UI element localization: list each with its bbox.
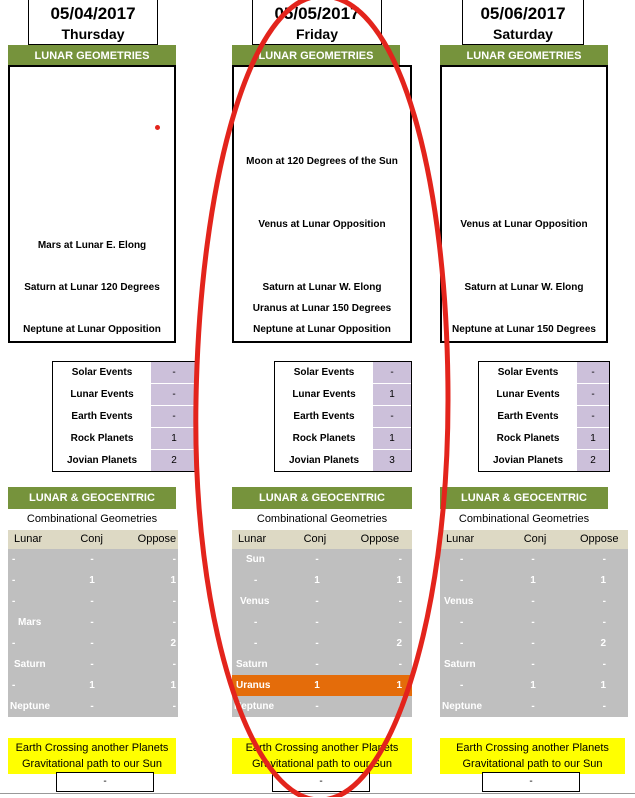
cell: - [12, 575, 16, 586]
event-row [53, 384, 197, 406]
date-header [462, 0, 584, 45]
date-label: 05/04/2017 [50, 4, 136, 23]
event-label: Earth Events [53, 406, 151, 427]
cell: - [12, 680, 16, 691]
cell: - [90, 701, 94, 712]
event-label: Solar Events [53, 362, 151, 383]
cell: - [398, 617, 402, 628]
cell: - [531, 701, 535, 712]
table-row [8, 654, 178, 675]
geometry-item: Saturn at Lunar 120 Degrees [24, 282, 160, 293]
table-row [8, 633, 178, 654]
cell: 1 [89, 575, 95, 586]
geometry-item: Saturn at Lunar W. Elong [464, 282, 584, 293]
cell: - [90, 659, 94, 670]
table-row [8, 612, 178, 633]
table-row [232, 633, 412, 654]
cell: 2 [396, 638, 402, 649]
cell: - [531, 638, 535, 649]
event-value: - [577, 362, 609, 383]
event-row [479, 384, 609, 406]
cell: Neptune [234, 701, 274, 712]
event-label: Earth Events [275, 406, 373, 427]
earth-crossing-value: - [272, 772, 370, 792]
event-value: - [151, 362, 197, 383]
cell: 1 [396, 575, 402, 586]
combinational-table [440, 530, 628, 717]
date-label: 05/05/2017 [274, 4, 360, 23]
cell: 1 [170, 575, 176, 586]
table-header-row [8, 530, 178, 549]
event-value: 1 [151, 428, 197, 449]
event-row [53, 406, 197, 428]
cell: - [172, 596, 176, 607]
cell: - [460, 575, 464, 586]
table-row [232, 696, 412, 717]
event-row [275, 406, 411, 428]
table-row [440, 591, 628, 612]
cell: - [460, 617, 464, 628]
red-dot-marker [155, 125, 160, 130]
cell: - [172, 701, 176, 712]
geometry-item: Neptune at Lunar Opposition [23, 324, 161, 335]
event-value: - [577, 406, 609, 427]
combinational-subheader: Combinational Geometries [26, 513, 158, 525]
cell: - [398, 554, 402, 565]
event-label: Jovian Planets [53, 450, 151, 471]
col-header-oppose: Oppose [360, 533, 400, 545]
cell: Saturn [236, 659, 268, 670]
event-label: Earth Events [479, 406, 577, 427]
cell: 2 [170, 638, 176, 649]
cell: - [315, 596, 319, 607]
event-row [275, 428, 411, 450]
combinational-subheader: Combinational Geometries [458, 513, 590, 525]
table-row [440, 549, 628, 570]
cell: - [460, 638, 464, 649]
cell: 1 [600, 680, 606, 691]
events-summary-table [52, 361, 198, 472]
combinational-table [232, 530, 412, 717]
event-row [53, 428, 197, 450]
event-label: Lunar Events [53, 384, 151, 405]
event-value: 2 [151, 450, 197, 471]
weekday-label: Saturday [493, 26, 553, 42]
cell: - [315, 659, 319, 670]
event-label: Solar Events [479, 362, 577, 383]
lunar-geometries-header: LUNAR GEOMETRIES [8, 45, 176, 67]
cell: - [12, 596, 16, 607]
cell: 1 [600, 575, 606, 586]
event-value: - [577, 384, 609, 405]
event-value: 1 [373, 428, 411, 449]
cell: 1 [314, 575, 320, 586]
earth-crossing-band [8, 738, 176, 774]
combinational-table [8, 530, 178, 717]
cell: - [460, 554, 464, 565]
cell: 1 [396, 680, 402, 691]
weekday-label: Friday [295, 26, 338, 42]
event-value: - [373, 406, 411, 427]
event-row [275, 450, 411, 471]
cell: 1 [89, 680, 95, 691]
col-header-oppose: Oppose [137, 533, 177, 545]
cell: 1 [530, 575, 536, 586]
cell: - [531, 617, 535, 628]
cell: - [254, 638, 258, 649]
event-row [479, 362, 609, 384]
geometry-item: Venus at Lunar Opposition [258, 219, 386, 230]
cell: - [172, 617, 176, 628]
event-value: - [151, 406, 197, 427]
cell: Sun [246, 554, 265, 565]
cell: - [12, 554, 16, 565]
cell: - [398, 596, 402, 607]
cell: Neptune [10, 701, 50, 712]
weekday-label: Thursday [61, 26, 125, 42]
col-header-conj: Conj [523, 533, 547, 545]
table-row [440, 633, 628, 654]
table-row [8, 696, 178, 717]
cell: - [90, 554, 94, 565]
geometry-item: Saturn at Lunar W. Elong [262, 282, 382, 293]
lunar-geocentric-header: LUNAR & GEOCENTRIC [8, 487, 176, 509]
event-row [479, 428, 609, 450]
cell: Venus [240, 596, 270, 607]
geometry-item: Mars at Lunar E. Elong [37, 240, 147, 251]
cell: - [12, 638, 16, 649]
earth-crossing-line2: Gravitational path to our Sun [251, 758, 393, 770]
table-row-highlighted [232, 675, 412, 696]
date-header [28, 0, 158, 45]
cell: - [602, 596, 606, 607]
event-label: Rock Planets [275, 428, 373, 449]
earth-crossing-line2: Gravitational path to our Sun [462, 758, 603, 770]
cell: - [172, 554, 176, 565]
table-header-row [232, 530, 412, 549]
table-row [232, 612, 412, 633]
lunar-geometries-box [8, 65, 176, 343]
event-row [275, 362, 411, 384]
earth-crossing-line1: Earth Crossing another Planets [456, 742, 609, 754]
cell: - [90, 638, 94, 649]
table-row [232, 570, 412, 591]
cell: 1 [530, 680, 536, 691]
lunar-geocentric-header: LUNAR & GEOCENTRIC [232, 487, 412, 509]
event-label: Rock Planets [53, 428, 151, 449]
cell: - [531, 659, 535, 670]
cell: 1 [314, 680, 320, 691]
table-row [232, 591, 412, 612]
cell: - [602, 554, 606, 565]
lunar-geometries-header: LUNAR GEOMETRIES [232, 45, 400, 67]
cell: Neptune [442, 701, 482, 712]
cell: Venus [444, 596, 474, 607]
earth-crossing-band [440, 738, 625, 774]
event-label: Rock Planets [479, 428, 577, 449]
cell: Saturn [14, 659, 46, 670]
event-row [53, 450, 197, 471]
cell: - [602, 701, 606, 712]
bottom-divider [0, 793, 635, 798]
event-row [479, 450, 609, 471]
earth-crossing-line2: Gravitational path to our Sun [21, 758, 163, 770]
event-label: Solar Events [275, 362, 373, 383]
col-header-lunar: Lunar [446, 533, 475, 545]
combinational-subheader: Combinational Geometries [256, 513, 388, 525]
earth-crossing-line1: Earth Crossing another Planets [15, 742, 169, 754]
event-value: 3 [373, 450, 411, 471]
table-row [232, 549, 412, 570]
earth-crossing-line1: Earth Crossing another Planets [245, 742, 399, 754]
cell: - [531, 554, 535, 565]
col-header-conj: Conj [303, 533, 327, 545]
table-row [440, 570, 628, 591]
earth-crossing-value: - [482, 772, 580, 792]
cell: - [602, 617, 606, 628]
table-row [440, 675, 628, 696]
table-row [440, 612, 628, 633]
cell: - [398, 701, 402, 712]
cell: - [90, 596, 94, 607]
table-row [8, 591, 178, 612]
cell: - [172, 659, 176, 670]
table-header-row [440, 530, 628, 549]
event-row [53, 362, 197, 384]
table-row [8, 549, 178, 570]
cell: - [602, 659, 606, 670]
event-label: Jovian Planets [275, 450, 373, 471]
event-label: Jovian Planets [479, 450, 577, 471]
event-row [275, 384, 411, 406]
cell: - [460, 680, 464, 691]
date-header [252, 0, 382, 45]
cell: Saturn [444, 659, 476, 670]
event-label: Lunar Events [479, 384, 577, 405]
event-value: 1 [577, 428, 609, 449]
event-row [479, 406, 609, 428]
geometry-item: Neptune at Lunar Opposition [253, 324, 391, 335]
earth-crossing-band [232, 738, 412, 774]
events-summary-table [478, 361, 610, 472]
cell: Uranus [236, 680, 271, 691]
event-value: 2 [577, 450, 609, 471]
table-row [8, 675, 178, 696]
table-row [440, 654, 628, 675]
earth-crossing-value: - [56, 772, 154, 792]
event-value: - [151, 384, 197, 405]
event-value: 1 [373, 384, 411, 405]
cell: - [398, 659, 402, 670]
cell: - [315, 701, 319, 712]
table-row [232, 654, 412, 675]
geometry-item: Moon at 120 Degrees of the Sun [246, 156, 398, 167]
cell: - [90, 617, 94, 628]
lunar-geometries-header: LUNAR GEOMETRIES [440, 45, 608, 67]
lunar-geocentric-header: LUNAR & GEOCENTRIC [440, 487, 608, 509]
cell: - [315, 617, 319, 628]
date-label: 05/06/2017 [480, 4, 566, 23]
cell: 1 [170, 680, 176, 691]
events-summary-table [274, 361, 412, 472]
cell: - [315, 554, 319, 565]
event-value: - [373, 362, 411, 383]
cell: - [254, 617, 258, 628]
lunar-geometries-box [440, 65, 608, 343]
col-header-oppose: Oppose [580, 533, 619, 545]
geometry-item: Venus at Lunar Opposition [460, 219, 588, 230]
cell: - [531, 596, 535, 607]
table-row [8, 570, 178, 591]
geometry-item: Uranus at Lunar 150 Degrees [252, 303, 392, 314]
cell: - [315, 638, 319, 649]
event-label: Lunar Events [275, 384, 373, 405]
col-header-lunar: Lunar [238, 533, 267, 545]
cell: 2 [600, 638, 606, 649]
lunar-geometries-box [232, 65, 412, 343]
cell: Mars [18, 617, 42, 628]
cell: - [254, 575, 258, 586]
col-header-conj: Conj [80, 533, 103, 545]
col-header-lunar: Lunar [14, 533, 43, 545]
table-row [440, 696, 628, 717]
geometry-item: Neptune at Lunar 150 Degrees [452, 324, 596, 335]
